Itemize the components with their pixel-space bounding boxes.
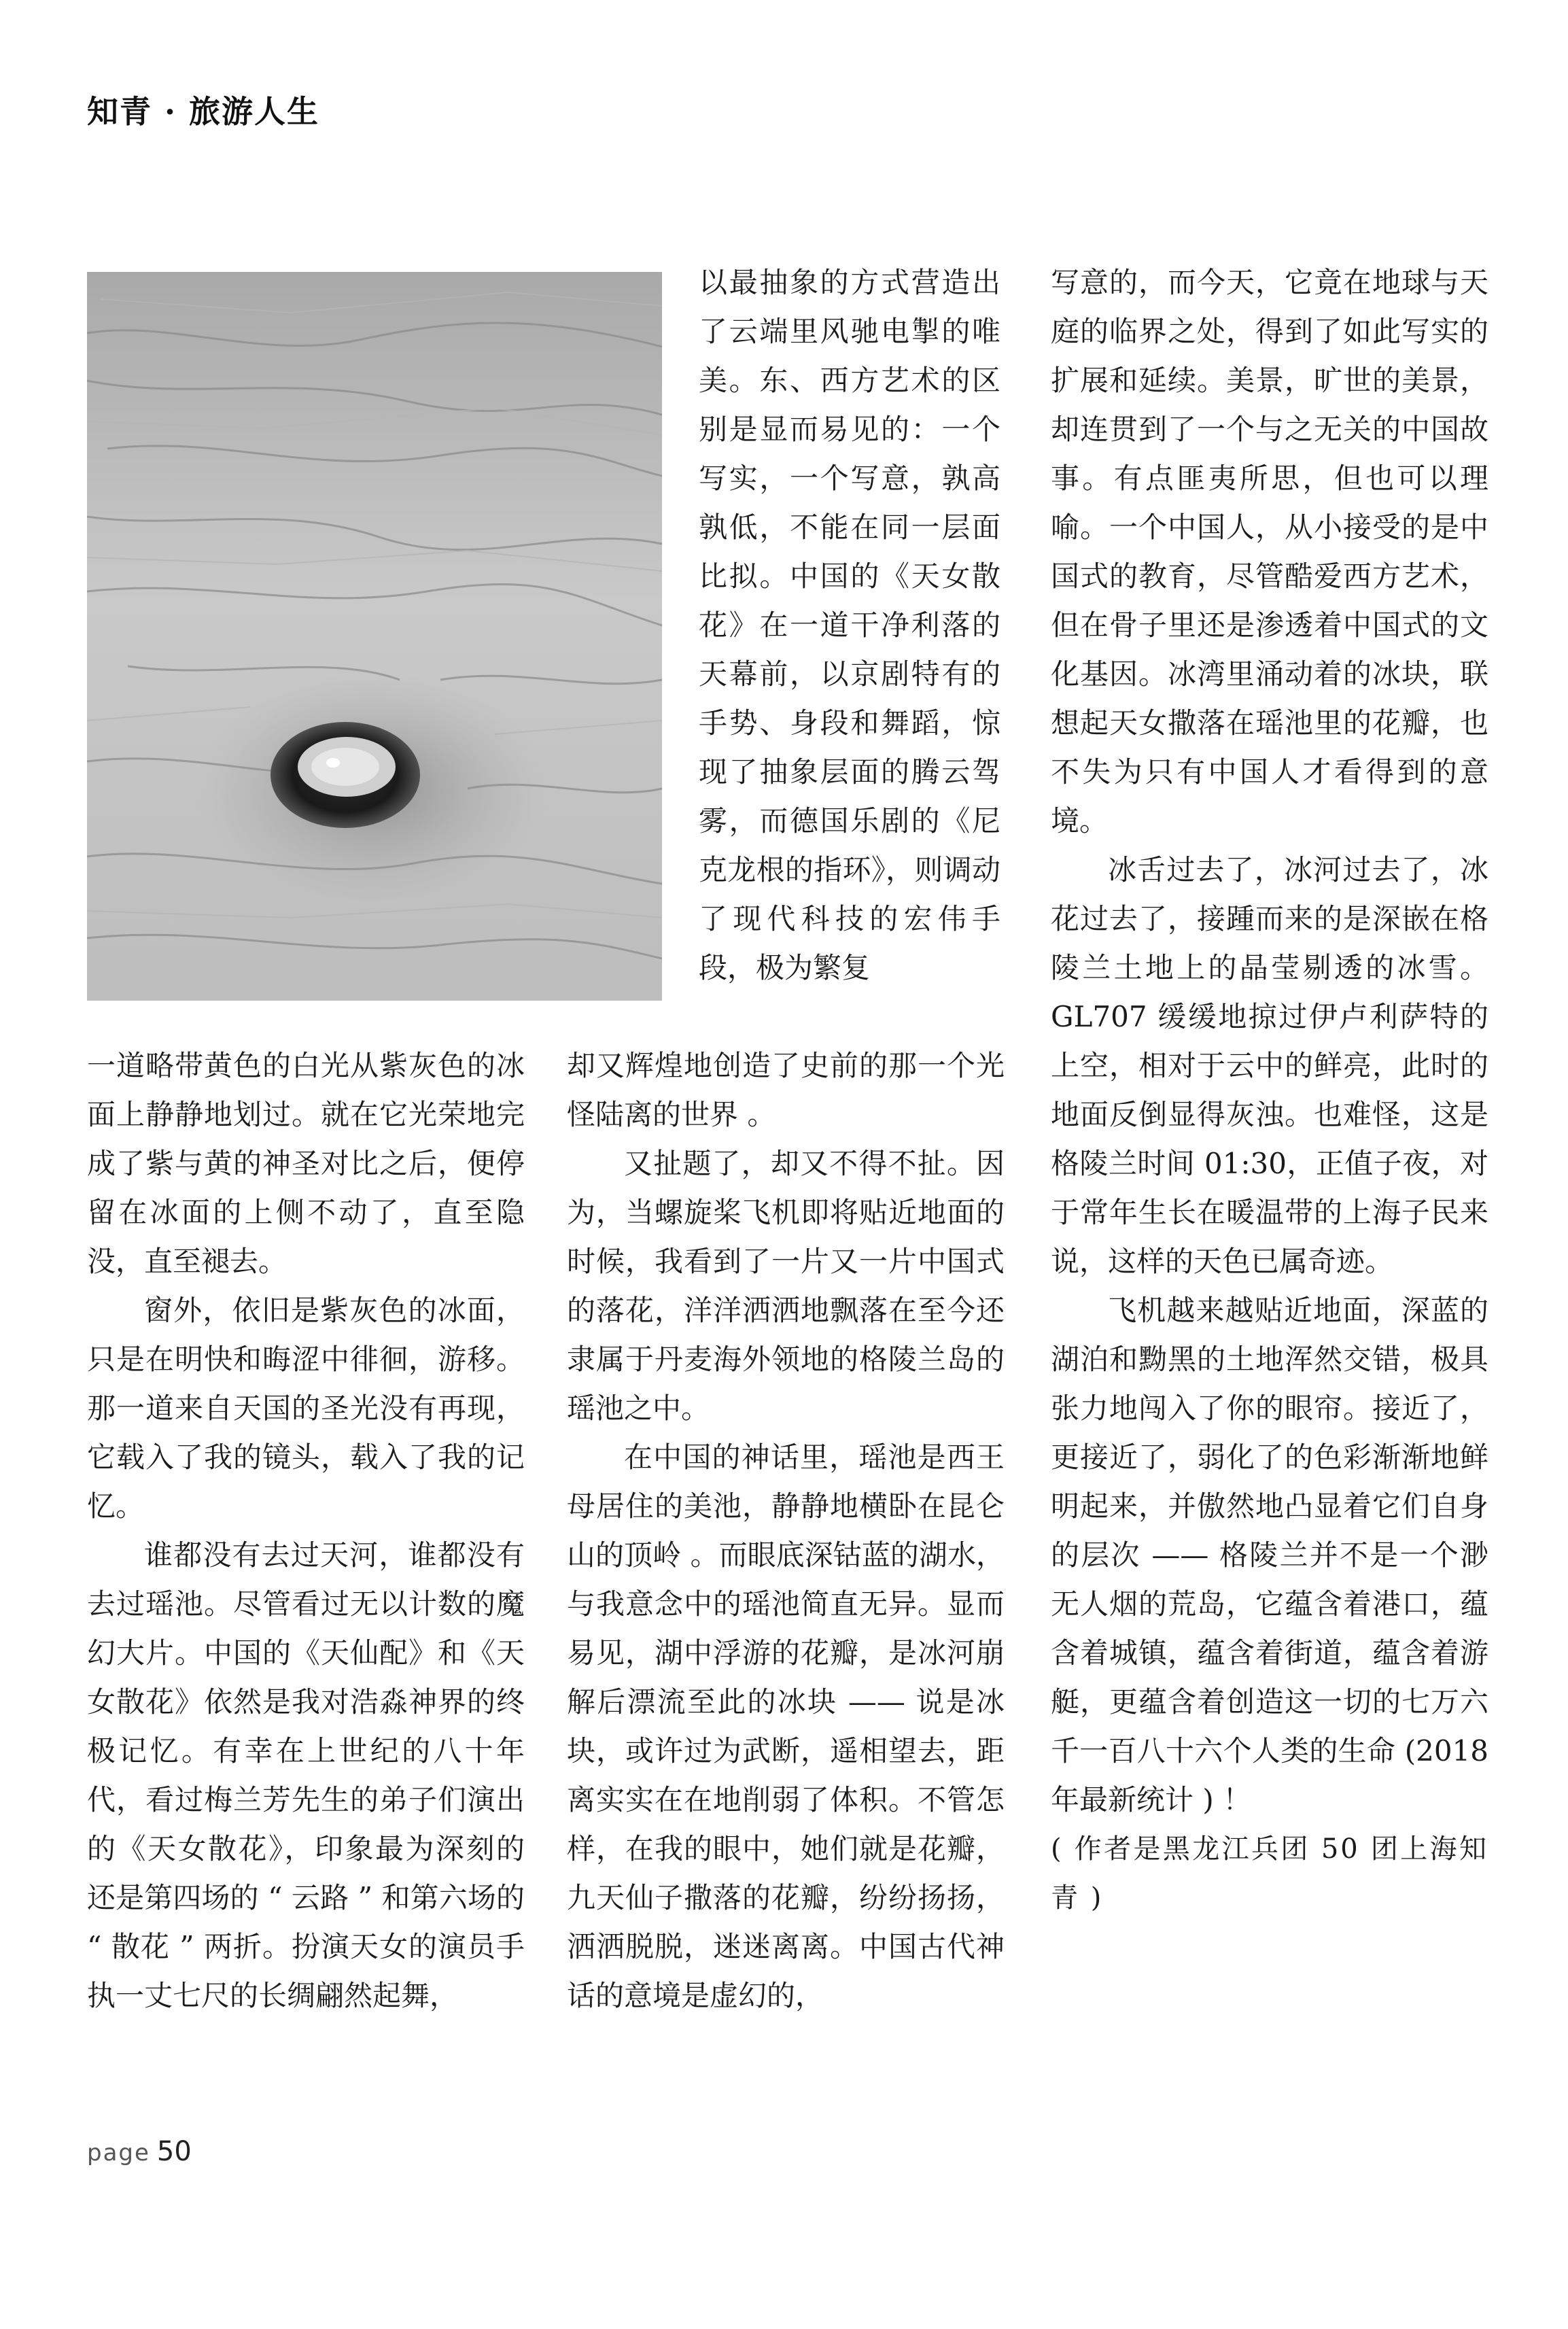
text-column-3	[1051, 258, 1488, 1922]
paragraph: 写意的，而今天，它竟在地球与天庭的临界之处，得到了如此写实的扩展和延续。美景，旷世的美景，却连贯到了一个与之无关的中国故事。有点匪夷所思，但也可以理喻。一个中国人，从小接受的是中国式的教育，尽管酷爱西方艺术，但在骨子里还是渗透着中国式的文化基因。冰湾里涌动着的冰块，联想起天女撒落在瑶池里的花瓣，也不失为只有中国人才看得到的意境。	[1051, 266, 1488, 838]
section-title: 知青 · 旅游人生	[87, 93, 320, 130]
aerial-ice-photo	[87, 272, 662, 1001]
text-column-2-top	[699, 258, 1000, 993]
paragraph: 又扯题了，却又不得不扯。因为，当螺旋桨飞机即将贴近地面的时候，我看到了一片又一片中国式的落花，洋洋洒洒地飘落在至今还隶属于丹麦海外领地的格陵兰岛的瑶池之中。	[567, 1147, 1005, 1425]
paragraph: 飞机越来越贴近地面，深蓝的湖泊和黝黑的土地浑然交错，极具张力地闯入了你的眼帘。接近了，更接近了，弱化了的色彩渐渐地鲜明起来，并傲然地凸显着它们自身的层次 —— 格陵兰并不是一个渺无人烟的荒岛，它蕴含着港口，蕴含着城镇，蕴含着街道，蕴含着游艇，更蕴含着创造这一切的七万六千一百八十六个人类的生命 (2018 年最新统计 ) ！	[1051, 1294, 1488, 1816]
paragraph: 窗外，依旧是紫灰色的冰面，只是在明快和晦涩中徘徊，游移。那一道来自天国的圣光没有再现，它载入了我的镜头，载入了我的记忆。	[87, 1294, 525, 1523]
text-column-2-bottom	[567, 1041, 1005, 2020]
page-number: 50	[156, 2136, 192, 2167]
page-label: page	[87, 2139, 150, 2167]
author-note: ( 作者是黑龙江兵团 50 团上海知青 )	[1051, 1833, 1488, 1914]
paragraph: 一道略带黄色的白光从紫灰色的冰面上静静地划过。就在它光荣地完成了紫与黄的神圣对比之后，便停留在冰面的上侧不动了，直至隐没，直至褪去。	[87, 1049, 525, 1278]
paragraph: 谁都没有去过天河，谁都没有去过瑶池。尽管看过无以计数的魔幻大片。中国的《天仙配》和《天女散花》依然是我对浩淼神界的终极记忆。有幸在上世纪的八十年代，看过梅兰芳先生的弟子们演出的《天女散花》，印象最为深刻的还是第四场的 “ 云路 ” 和第六场的 “ 散花 ” 两折。扮演天女的演员手执一丈七尺的长绸翩然起舞，	[87, 1538, 525, 2012]
page-footer	[87, 2136, 192, 2167]
paragraph: 以最抽象的方式营造出了云端里风驰电掣的唯美。东、西方艺术的区别是显而易见的：一个写实，一个写意，孰高孰低，不能在同一层面比拟。中国的《天女散花》在一道干净利落的天幕前，以京剧特有的手势、身段和舞蹈，惊现了抽象层面的腾云驾雾，而德国乐剧的《尼克龙根的指环》，则调动了现代科技的宏伟手段，极为繁复	[699, 266, 1000, 984]
paragraph: 却又辉煌地创造了史前的那一个光怪陆离的世界 。	[567, 1049, 1005, 1131]
text-column-1	[87, 1041, 525, 2020]
paragraph: 在中国的神话里，瑶池是西王母居住的美池，静静地横卧在昆仑山的顶岭 。而眼底深钴蓝的湖水，与我意念中的瑶池简直无异。显而易见，湖中浮游的花瓣，是冰河崩解后漂流至此的冰块 —— 说是冰块，或许过为武断，遥相望去，距离实实在在地削弱了体积。不管怎样，在我的眼中，她们就是花瓣，九天仙子撒落的花瓣，纷纷扬扬，洒洒脱脱，迷迷离离。中国古代神话的意境是虚幻的，	[567, 1440, 1005, 2012]
paragraph: 冰舌过去了，冰河过去了，冰花过去了，接踵而来的是深嵌在格陵兰土地上的晶莹剔透的冰雪。GL707 缓缓地掠过伊卢利萨特的上空，相对于云中的鲜亮，此时的地面反倒显得灰浊。也难怪，这是格陵兰时间 01:30，正值子夜，对于常年生长在暖温带的上海子民来说，这样的天色已属奇迹。	[1051, 853, 1488, 1278]
